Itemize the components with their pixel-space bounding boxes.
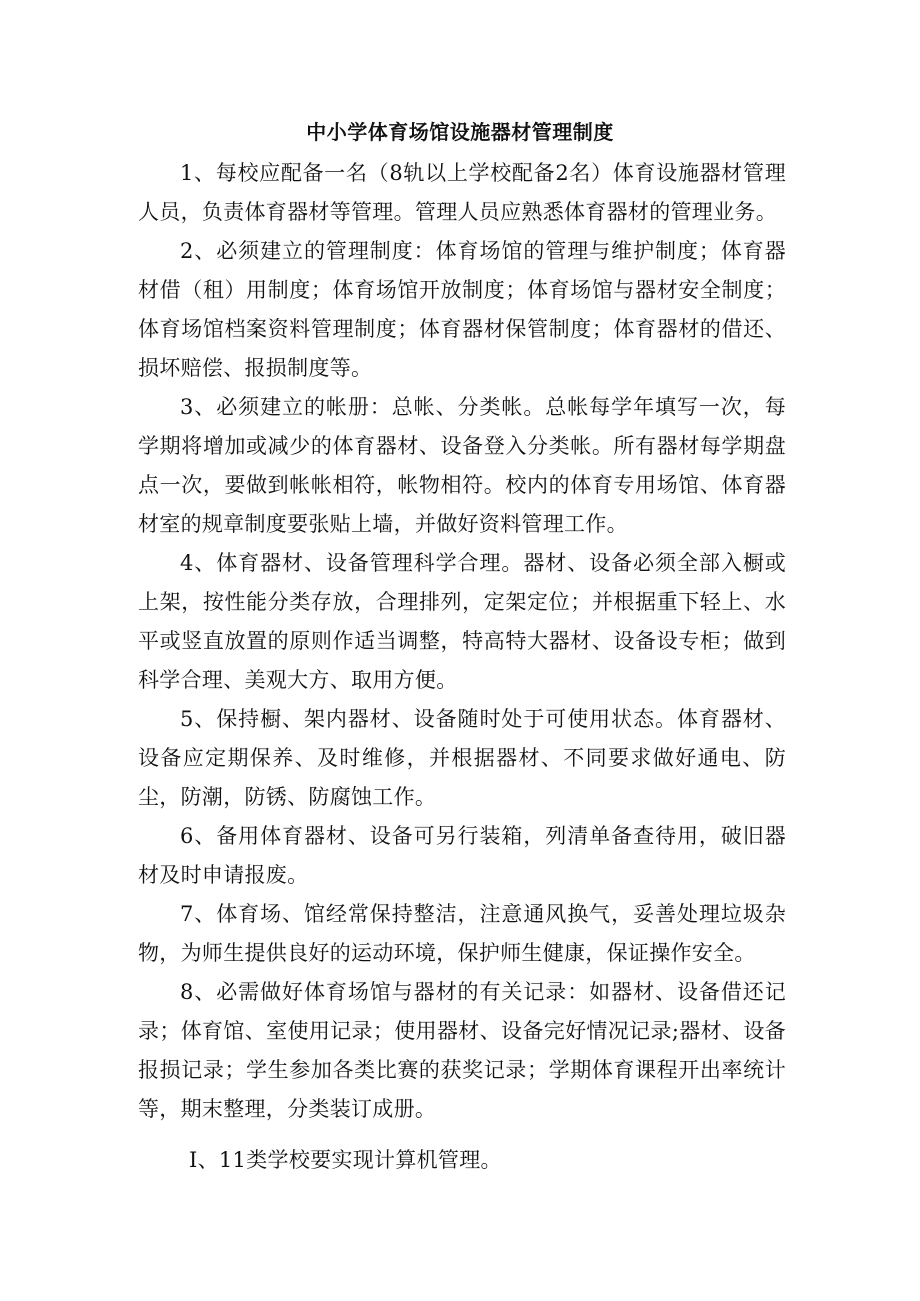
document-title: 中小学体育场馆设施器材管理制度 bbox=[306, 120, 614, 144]
paragraph-7: 7、体育场、馆经常保持整洁，注意通风换气，妥善处理垃圾杂物，为师生提供良好的运动环境，保护师生健康，保证操作安全。 bbox=[138, 902, 786, 965]
paragraph-3: 3、必须建立的帐册：总帐、分类帐。总帐每学年填写一次，每学期将增加或减少的体育器材、设备登入分类帐。所有器材每学期盘点一次，要做到帐帐相符，帐物相符。校内的体育专用场馆、体育器材室的规章制度要张贴上墙，并做好资料管理工作。 bbox=[138, 395, 786, 536]
paragraph-1: 1、每校应配备一名（8轨以上学校配备2名）体育设施器材管理人员，负责体育器材等管理。管理人员应熟悉体育器材的管理业务。 bbox=[138, 161, 786, 224]
paragraph-6: 6、备用体育器材、设备可另行装箱，列清单备查待用，破旧器材及时申请报废。 bbox=[138, 824, 786, 887]
paragraph-8: 8、必需做好体育场馆与器材的有关记录：如器材、设备借还记录；体育馆、室使用记录；使用器材、设备完好情况记录;器材、设备报损记录；学生参加各类比赛的获奖记录；学期体育课程开出率统计等，期末整理，分类装订成册。 bbox=[138, 980, 786, 1121]
paragraph-5: 5、保持橱、架内器材、设备随时处于可使用状态。体育器材、设备应定期保养、及时维修，并根据器材、不同要求做好通电、防尘，防潮，防锈、防腐蚀工作。 bbox=[138, 707, 786, 809]
paragraph-4: 4、体育器材、设备管理科学合理。器材、设备必须全部入橱或上架，按性能分类存放，合理排列，定架定位；并根据重下轻上、水平或竖直放置的原则作适当调整，特高特大器材、设备设专柜；做到科学合理、美观大方、取用方便。 bbox=[138, 551, 786, 692]
paragraph-2: 2、必须建立的管理制度：体育场馆的管理与维护制度；体育器材借（租）用制度；体育场馆开放制度；体育场馆与器材安全制度；体育场馆档案资料管理制度；体育器材保管制度；体育器材的借还、损坏赔偿、报损制度等。 bbox=[138, 239, 786, 380]
document-body bbox=[138, 154, 786, 1180]
paragraph-9: I、11类学校要实现计算机管理。 bbox=[189, 1148, 502, 1172]
